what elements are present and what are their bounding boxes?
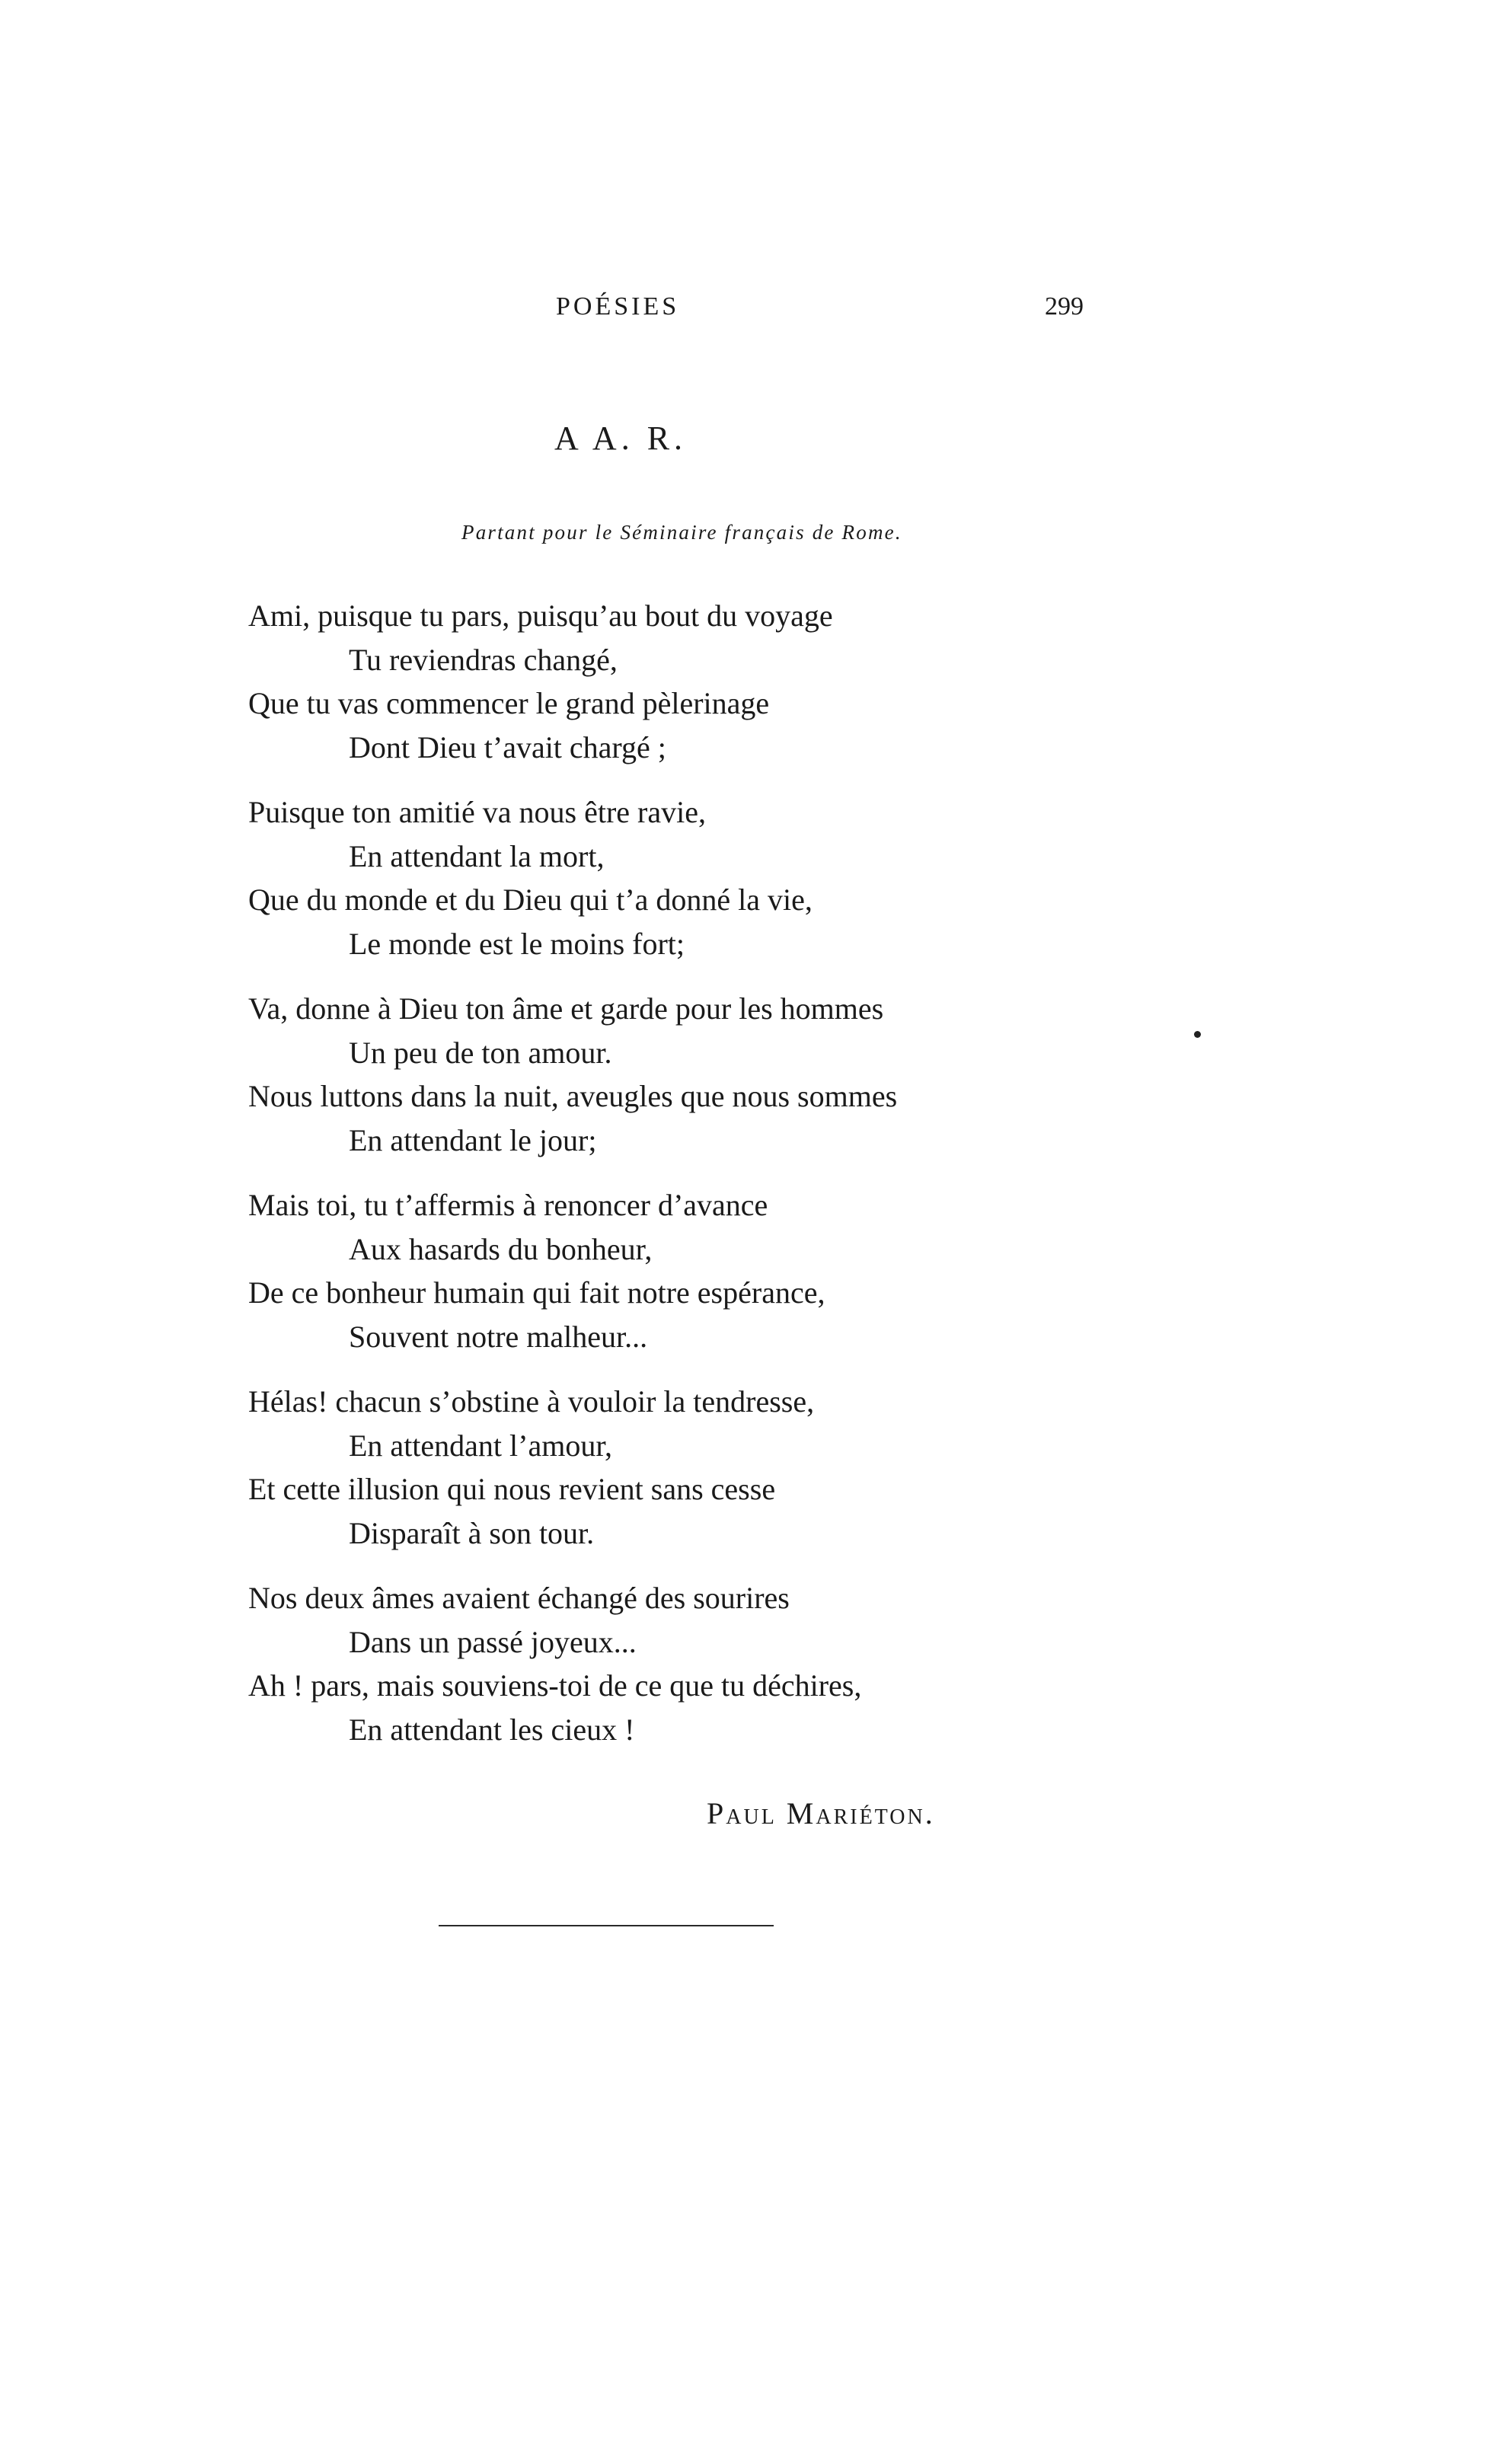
stanza bbox=[248, 1380, 1314, 1555]
author-signature: Paul Mariéton. bbox=[707, 1796, 935, 1830]
stanza bbox=[248, 1183, 1314, 1358]
verse-line: Souvent notre malheur... bbox=[349, 1319, 648, 1354]
poem-title: A A. R. bbox=[554, 420, 688, 457]
page-number: 299 bbox=[1045, 292, 1084, 321]
verse-line: Dans un passé joyeux... bbox=[349, 1624, 637, 1659]
verse-line: Va, donne à Dieu ton âme et garde pour les hommes bbox=[248, 991, 884, 1026]
verse-line: Que du monde et du Dieu qui t’a donné la vie, bbox=[248, 883, 813, 917]
stanza bbox=[248, 1576, 1314, 1751]
verse-line: Tu reviendras changé, bbox=[349, 642, 618, 677]
verse-line: En attendant le jour; bbox=[349, 1122, 597, 1157]
verse-line: Nos deux âmes avaient échangé des sourires bbox=[248, 1581, 790, 1615]
verse-line: Mais toi, tu t’affermis à renoncer d’avance bbox=[248, 1188, 768, 1222]
stanza bbox=[248, 790, 1314, 965]
stanza bbox=[248, 987, 1314, 1162]
poem-body bbox=[248, 594, 1314, 1773]
ink-speck bbox=[1194, 1031, 1201, 1038]
verse-line: Le monde est le moins fort; bbox=[349, 926, 685, 961]
verse-line: Ah ! pars, mais souviens-toi de ce que tu déchires, bbox=[248, 1668, 862, 1703]
verse-line: Disparaît à son tour. bbox=[349, 1515, 595, 1550]
verse-line: Puisque ton amitié va nous être ravie, bbox=[248, 795, 706, 829]
verse-line: Un peu de ton amour. bbox=[349, 1035, 612, 1070]
verse-line: Dont Dieu t’avait chargé ; bbox=[349, 729, 666, 764]
verse-line: Hélas! chacun s’obstine à vouloir la tendresse, bbox=[248, 1384, 815, 1419]
poem-dedication: Partant pour le Séminaire français de Rome. bbox=[461, 521, 902, 544]
verse-line: De ce bonheur humain qui fait notre espérance, bbox=[248, 1275, 825, 1310]
stanza bbox=[248, 594, 1314, 769]
verse-line: En attendant les cieux ! bbox=[349, 1712, 635, 1747]
verse-line: Et cette illusion qui nous revient sans cesse bbox=[248, 1472, 776, 1506]
verse-line: Ami, puisque tu pars, puisqu’au bout du voyage bbox=[248, 598, 833, 633]
verse-line: En attendant la mort, bbox=[349, 838, 605, 873]
closing-rule bbox=[439, 1925, 774, 1926]
verse-line: Que tu vas commencer le grand pèlerinage bbox=[248, 686, 770, 720]
running-head: POÉSIES bbox=[556, 292, 680, 321]
verse-line: En attendant l’amour, bbox=[349, 1428, 613, 1463]
verse-line: Nous luttons dans la nuit, aveugles que nous sommes bbox=[248, 1079, 898, 1113]
verse-line: Aux hasards du bonheur, bbox=[349, 1231, 653, 1266]
